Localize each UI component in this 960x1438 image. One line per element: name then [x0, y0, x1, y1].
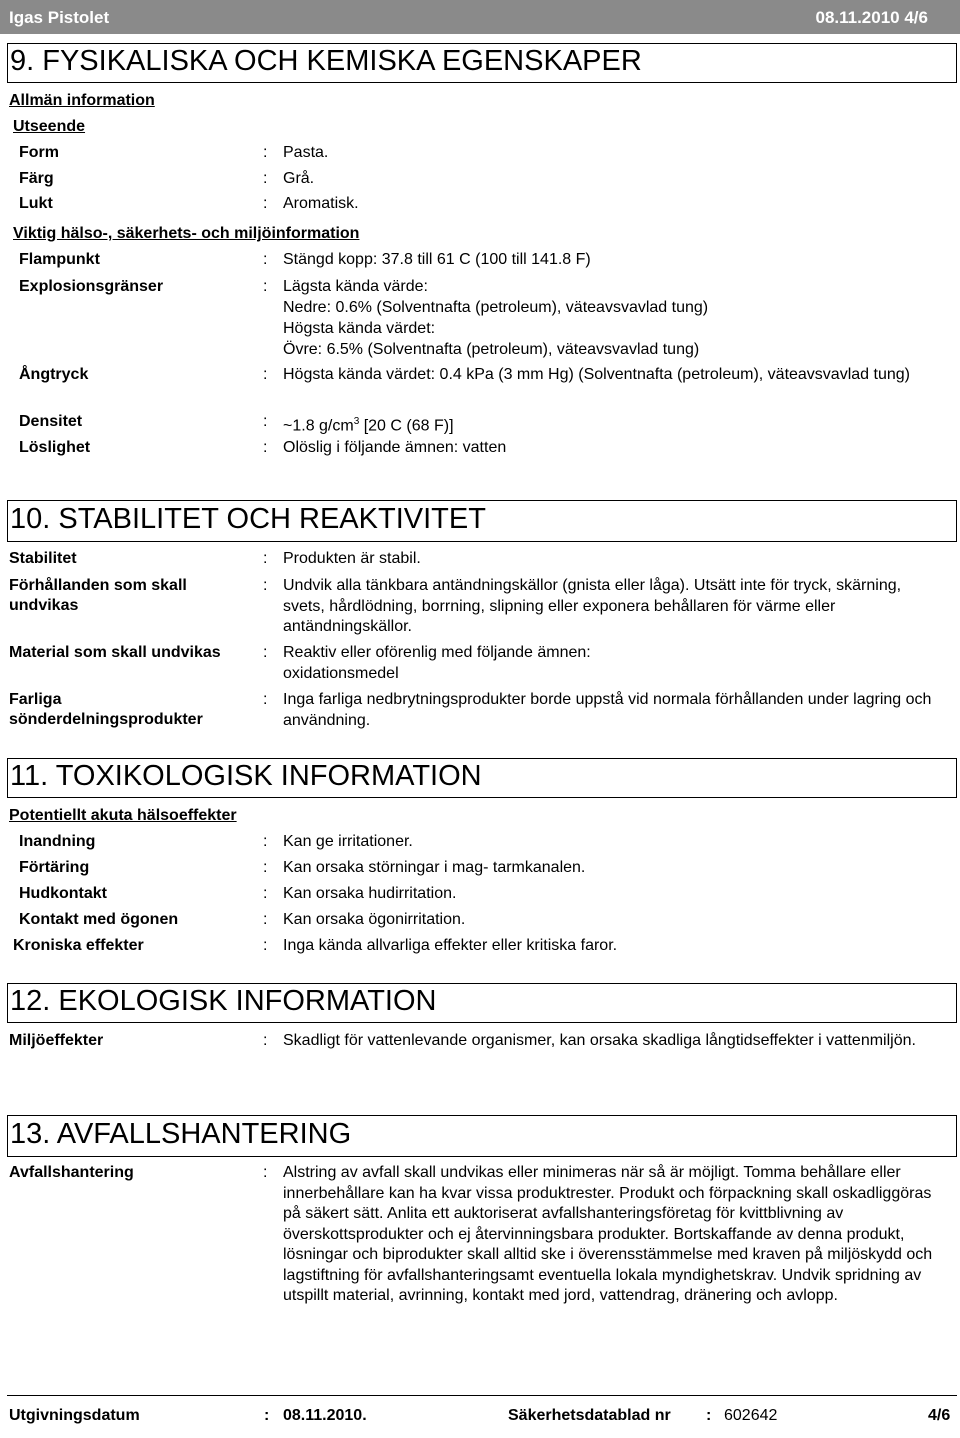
explosion-line-3: Högsta kända värdet: [283, 320, 436, 337]
skin-contact-value: Kan orsaka hudirritation. [283, 885, 457, 902]
colon: : [263, 937, 268, 954]
colon: : [263, 911, 268, 928]
footer-divider [7, 1395, 957, 1396]
sds-number-value: 602642 [724, 1407, 778, 1424]
colon: : [263, 691, 268, 708]
density-label: Densitet [19, 413, 83, 430]
flash-value: Stängd kopp: 37.8 till 61 C (100 till 141.8 F) [283, 251, 591, 268]
explosion-line-1: Lägsta kända värde: [283, 278, 428, 295]
colon: : [263, 439, 268, 456]
explosion-line-2: Nedre: 0.6% (Solventnafta (petroleum), väteavsvavlad tung) [283, 299, 709, 316]
ingestion-value: Kan orsaka störningar i mag- tarmkanalen. [283, 859, 586, 876]
stability-value: Produkten är stabil. [283, 550, 421, 567]
odor-value: Aromatisk. [283, 195, 359, 212]
header-date-page: 08.11.2010 4/6 [815, 8, 928, 27]
solubility-label: Löslighet [19, 439, 91, 456]
colon: : [263, 413, 268, 430]
form-value: Pasta. [283, 144, 329, 161]
explosion-line-4: Övre: 6.5% (Solventnafta (petroleum), väteavsvavlad tung) [283, 341, 700, 358]
conditions-value: Undvik alla tänkbara antändningskällor (gnista eller låga). Utsätt inte för tryck, skärning, svets, hårdlödning, borrning, slipning eller exponera behållaren för värme eller antändningskällor. [283, 577, 902, 635]
explosion-label: Explosionsgränser [19, 278, 164, 295]
materials-label: Material som skall undvikas [9, 644, 221, 661]
colon: : [263, 144, 268, 161]
eye-contact-label: Kontakt med ögonen [19, 911, 179, 928]
hazardous-products-label: Farliga sönderdelningsprodukter [9, 691, 203, 728]
colon: : [263, 1164, 268, 1181]
chronic-effects-value: Inga kända allvarliga effekter eller kritiska faror. [283, 937, 618, 954]
flash-label: Flampunkt [19, 251, 100, 268]
appearance-heading: Utseende [13, 118, 86, 135]
eye-contact-value: Kan orsaka ögonirritation. [283, 911, 466, 928]
skin-contact-label: Hudkontakt [19, 885, 107, 902]
general-info-heading: Allmän information [9, 92, 155, 109]
waste-value: Alstring av avfall skall undvikas eller minimeras när så är möjligt. Tomma behållare eller innerbehållare kan ha kvar vissa produktrester. Produkt och förpackning skall oskadliggöras på säkert sätt. Anlita ett auktoriserat avfallshanteringsföretag för kvittblivning av överskottsprodukter och ej återvinningsbara produkter. Bortskaffande av denna produkt, lösningar och biprodukter skall alltid ske i överensstämmelse med kraven på miljöskydd och lagstiftning för avfallshanteringsamt eventuella lokala myndighetskrav. Undvik spridning av utspillt material, avrinning, kontakt med jord, vattendrag, dränering och avlopp. [283, 1164, 933, 1304]
vapor-label: Ångtryck [19, 366, 89, 383]
colon: : [263, 833, 268, 850]
waste-label: Avfallshantering [9, 1164, 134, 1181]
acute-effects-heading: Potentiellt akuta hälsoeffekter [9, 807, 237, 824]
colon: : [263, 170, 268, 187]
issue-date-label: Utgivningsdatum [9, 1407, 140, 1424]
form-label: Form [19, 144, 59, 161]
section-9-title: 9. FYSIKALISKA OCH KEMISKA EGENSKAPER [10, 45, 642, 77]
ingestion-label: Förtäring [19, 859, 90, 876]
section-13-title: 13. AVFALLSHANTERING [10, 1118, 352, 1150]
hazardous-products-value: Inga farliga nedbrytningsprodukter borde uppstå vid normala förhållanden under lagring och användning. [283, 691, 932, 729]
odor-label: Lukt [19, 195, 53, 212]
colon: : [263, 366, 268, 383]
issue-date-value: 08.11.2010. [283, 1407, 367, 1424]
environment-value: Skadligt för vattenlevande organismer, kan orsaka skadliga långtidseffekter i vattenmiljön. [283, 1032, 916, 1049]
colon: : [263, 278, 268, 295]
colon: : [263, 885, 268, 902]
solubility-value: Olöslig i följande ämnen: vatten [283, 439, 507, 456]
colon: : [263, 644, 268, 661]
page-number: 4/6 [928, 1407, 951, 1424]
colon: : [263, 1032, 268, 1049]
colon: : [263, 195, 268, 212]
section-11-title: 11. TOXIKOLOGISK INFORMATION [10, 760, 482, 792]
product-name: Igas Pistolet [9, 8, 110, 27]
sds-number-label: Säkerhetsdatablad nr [508, 1407, 671, 1424]
conditions-label: Förhållanden som skall undvikas [9, 577, 187, 614]
colon: : [263, 577, 268, 594]
chronic-effects-label: Kroniska effekter [13, 937, 144, 954]
color-value: Grå. [283, 170, 315, 187]
colon: : [263, 550, 268, 567]
section-12-title: 12. EKOLOGISK INFORMATION [10, 985, 437, 1017]
stability-label: Stabilitet [9, 550, 77, 567]
inhalation-value: Kan ge irritationer. [283, 833, 413, 850]
section-10-title: 10. STABILITET OCH REAKTIVITET [10, 503, 486, 535]
colon: : [706, 1407, 712, 1424]
health-heading: Viktig hälso-, säkerhets- och miljöinformation [13, 225, 360, 242]
colon: : [264, 1407, 270, 1424]
vapor-value: Högsta kända värdet: 0.4 kPa (3 mm Hg) (Solventnafta (petroleum), väteavsvavlad tung) [283, 366, 910, 383]
page-header [0, 0, 960, 34]
inhalation-label: Inandning [19, 833, 96, 850]
density-value: ~1.8 $g/cm^3$ [20 C (68 F)] [283, 416, 454, 435]
color-label: Färg [19, 170, 54, 187]
environment-label: Miljöeffekter [9, 1032, 104, 1049]
materials-value: Reaktiv eller oförenlig med följande ämnen: oxidationsmedel [283, 644, 591, 682]
colon: : [263, 859, 268, 876]
colon: : [263, 251, 268, 268]
